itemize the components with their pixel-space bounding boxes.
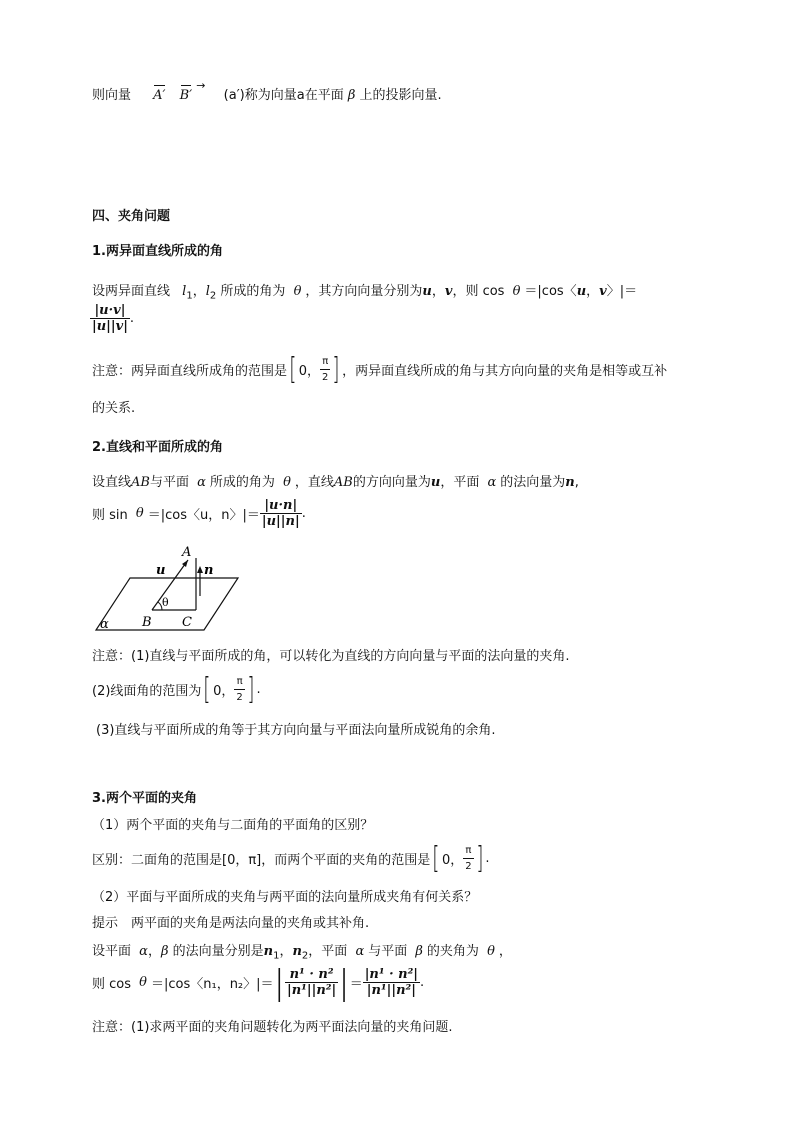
note-line-plane-3: (3)直线与平面所成的角等于其方向向量与平面法向量所成锐角的余角. [96, 723, 496, 738]
label-theta: θ [162, 596, 169, 609]
theta-symbol: θ [487, 944, 495, 959]
text-segment: 注意：两异面直线所成角的范围是 [92, 364, 288, 379]
vector-u: u [430, 475, 441, 490]
planes-cos-formula: 则 cos θ ＝|cos〈n₁，n₂〉|＝| $\frac{\text{n¹ · n²}}{\text{|n¹||n²|}}$ |＝ $\frac{\text{|n¹ · n²|}}{\text{|n¹||n²|}}$ . [92, 962, 425, 1003]
vector-n1: n [263, 944, 274, 959]
question-2: （2）平面与平面所成的夹角与两平面的法向量所成夹角有何关系？ [92, 890, 478, 905]
vector-a-prime: A′ [153, 88, 166, 103]
text-segment: ，直线 [294, 475, 334, 490]
text-segment: ，平面 [440, 475, 480, 490]
text-segment: ，两异面直线所成的角与其方向向量的夹角是相等或互补 [342, 364, 668, 379]
fraction-denominator: |u||v| [92, 319, 128, 334]
fraction-numerator: n¹ · n² [285, 967, 338, 983]
beta-symbol: β [415, 944, 423, 959]
vector-u: u [576, 284, 587, 299]
note-planes: 注意：(1)求两平面的夹角问题转化为两平面法向量的夹角问题. [92, 1020, 453, 1035]
text-segment: ，则 cos [452, 284, 505, 299]
subscript: 2 [301, 950, 309, 962]
fraction-numerator: |u·n| [260, 498, 302, 514]
text-segment: 的法向量分别是 [172, 944, 264, 959]
line-l1: l [182, 284, 187, 299]
fraction-denominator: 2 [322, 372, 329, 383]
theta-symbol: θ [293, 284, 302, 299]
alpha-symbol: α [355, 944, 365, 959]
text-segment: ， [586, 284, 600, 299]
line-ab: AB [333, 475, 353, 490]
note-line-plane-1: 注意：(1)直线与平面所成的角，可以转化为直线的方向向量与平面的法向量的夹角. [92, 649, 570, 664]
pi-symbol: π [320, 354, 330, 370]
text-segment: 上的投影向量. [359, 88, 442, 103]
text-segment: . [301, 506, 306, 521]
text-segment: ， [431, 284, 445, 299]
hint-line: 提示 两平面的夹角是两法向量的夹角或其补角. [92, 916, 370, 931]
text-segment: . [420, 975, 425, 990]
subscript: 1 [273, 950, 280, 962]
text-segment: ＝|cos〈n₁，n₂〉|＝ [150, 977, 274, 992]
fraction-denominator: |u||n| [261, 514, 300, 529]
line-plane-sentence [92, 471, 579, 490]
text-segment: (a′)称为向量 [223, 88, 297, 103]
pi-symbol: π [234, 674, 244, 690]
line-plane-figure [92, 540, 252, 635]
text-segment: (2)线面角的范围为 [92, 684, 202, 699]
arrow-n-head [197, 566, 203, 573]
alpha-symbol: α [197, 475, 206, 490]
vector-a: a [296, 88, 305, 103]
label-n: n [204, 563, 214, 578]
text-segment: 与平面 [368, 944, 408, 959]
cos-fraction [90, 303, 134, 334]
line-l2: l [205, 284, 210, 299]
text-segment: ＝|cos〈 [524, 284, 577, 299]
text-segment: 在平面 [304, 88, 344, 103]
vector-u: u [422, 284, 432, 299]
text-segment: ， [279, 944, 293, 959]
text-segment: 则 sin [92, 508, 128, 523]
fraction-denominator: |n¹||n²| [366, 983, 416, 998]
projection-line [92, 79, 442, 103]
arrow-u-head [182, 560, 188, 567]
note-line-plane-2: (2)线面角的范围为[ 0， $\frac{\pi}{2}$ ] . [92, 671, 261, 707]
question-1: （1）两个平面的夹角与二面角的平面角的区别？ [92, 818, 374, 833]
pi-symbol: π [463, 843, 473, 859]
text-segment: 的方向向量为 [352, 475, 431, 490]
text-segment: , [574, 475, 579, 490]
text-segment: . [256, 682, 261, 697]
alpha-symbol: α [139, 944, 148, 959]
fraction-numerator: |u·v| [90, 303, 130, 319]
text-segment: ，平面 [308, 944, 348, 959]
text-segment: 的夹角为 [426, 944, 479, 959]
label-alpha: α [100, 617, 109, 632]
section-title: 四、夹角问题 [92, 209, 171, 224]
alpha-symbol: α [487, 475, 497, 490]
sin-formula [92, 498, 306, 529]
text-segment: 0， [441, 853, 464, 868]
subscript: 2 [209, 290, 217, 302]
label-u: u [156, 563, 166, 578]
fraction-numerator: |n¹ · n²| [364, 967, 419, 982]
beta-symbol: β [347, 88, 356, 103]
vector-n2: n [292, 944, 302, 959]
skew-lines-sentence [92, 280, 637, 302]
theta-symbol: θ [512, 284, 521, 299]
fraction-denominator: |n¹||n²| [287, 983, 337, 998]
text-segment: 0， [298, 364, 321, 379]
theta-symbol: θ [135, 506, 144, 521]
text-segment: 设平面 [92, 944, 132, 959]
text-segment: 设两异面直线 [92, 284, 171, 299]
text-segment: ，其方向向量分别为 [305, 284, 423, 299]
text-segment: 与平面 [149, 475, 189, 490]
text-segment: 的法向量为 [500, 475, 566, 490]
fraction-denominator: 2 [236, 692, 243, 703]
note-skew-range: 注意：两异面直线所成角的范围是[ 0， $\frac{\pi}{2}$ ] ，两异面直线所成的角与其方向向量的夹角是相等或互补 [92, 351, 668, 387]
beta-symbol: β [160, 944, 169, 959]
normal-vectors-setup [92, 940, 512, 962]
text-segment: 〉|＝ [606, 284, 638, 299]
text-segment: 则 cos [92, 977, 132, 992]
text-segment: ， [498, 944, 512, 959]
label-a: A [182, 545, 192, 560]
subsection-title-3: 3.两个平面的夹角 [92, 791, 197, 806]
text-segment: 设直线 [92, 475, 132, 490]
vector-v: v [599, 284, 607, 299]
subsection-title-1: 1.两异面直线所成的角 [92, 244, 223, 259]
text-segment: . [485, 851, 490, 866]
vector-n: n [565, 475, 575, 490]
subsection-title-2: 2.直线和平面所成的角 [92, 440, 223, 455]
text-segment: . [129, 311, 135, 326]
line-ab: AB [131, 475, 150, 490]
text-segment: ＝ [349, 977, 363, 992]
subscript: 1 [186, 290, 193, 302]
vector-v: v [444, 284, 453, 299]
theta-symbol: θ [283, 475, 291, 490]
fraction-denominator: 2 [465, 861, 472, 872]
note-skew-cont: 的关系. [92, 401, 136, 416]
text-segment: ， [147, 944, 161, 959]
text-segment: 0， [213, 684, 235, 699]
arrow-icon: → [196, 79, 206, 92]
label-b: B [142, 615, 152, 630]
text-segment: 区别：二面角的范围是[0，π]，而两个平面的夹角的范围是 [92, 853, 431, 868]
text-segment: ＝|cos〈u，n〉|＝ [147, 508, 260, 523]
label-c: C [182, 615, 192, 630]
text-segment: 则向量 [92, 88, 132, 103]
vector-b-prime: B′ [179, 88, 193, 103]
theta-symbol: θ [139, 975, 147, 990]
text-segment: 所成的角为 [209, 475, 275, 490]
text-segment: ， [192, 284, 206, 299]
text-segment: 所成的角为 [220, 284, 286, 299]
difference-line: 区别：二面角的范围是[0，π]，而两个平面的夹角的范围是[ 0， $\frac{\pi}{2}$ ] . [92, 840, 490, 876]
